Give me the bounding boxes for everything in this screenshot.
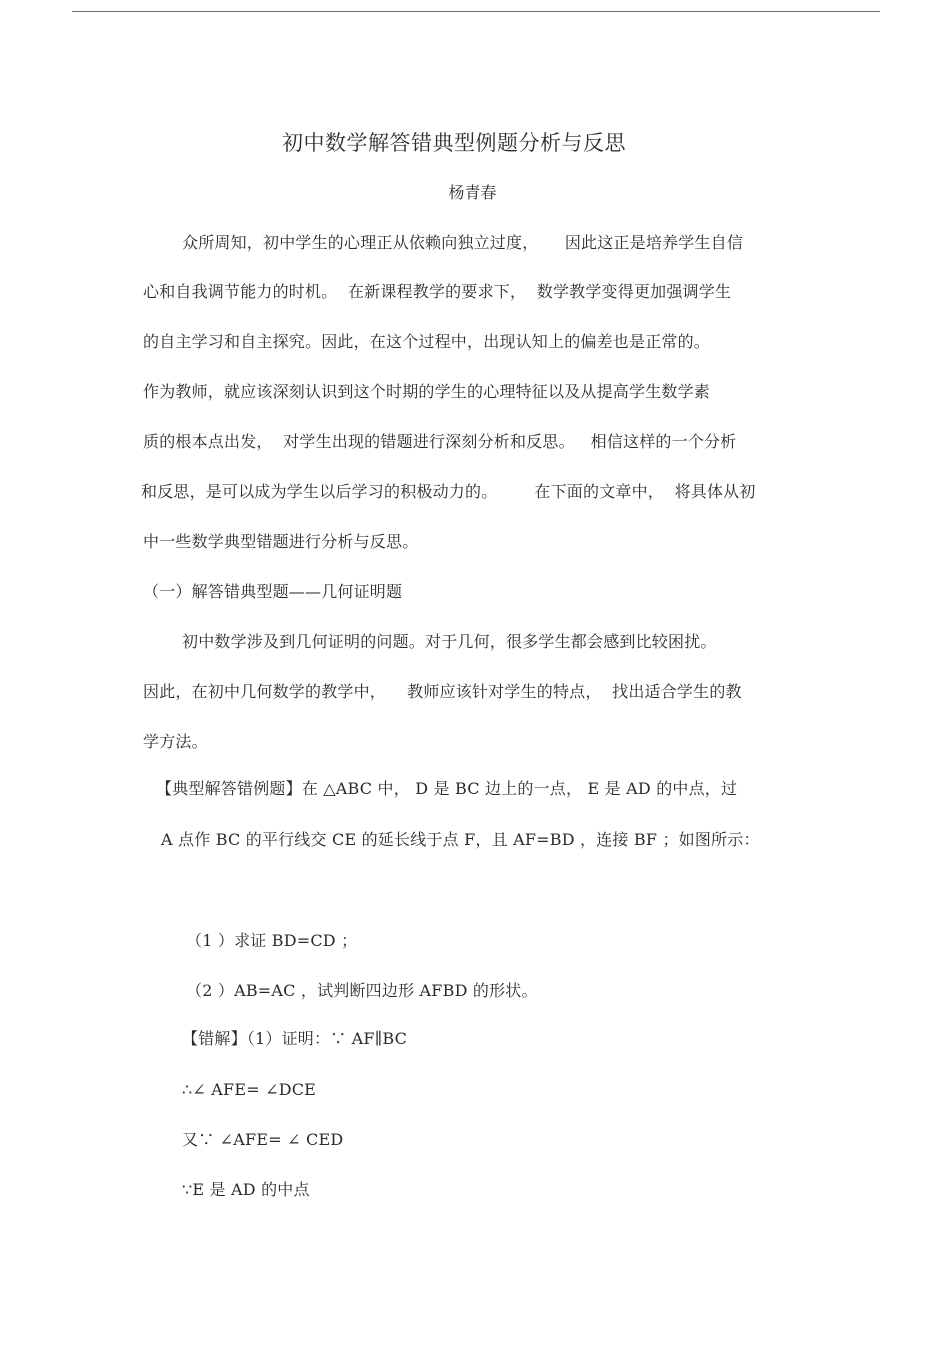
question-1: （1 ）求证 BD=CD ； [186,931,358,950]
intro-line-5: 质的根本点出发， 对学生出现的错题进行深刻分析和反思。 相信这样的一个分析 [143,432,737,451]
section-line-2: 因此，在初中几何数学的教学中， 教师应该针对学生的特点， 找出适合学生的教 [143,682,742,701]
intro-line-2: 心和自我调节能力的时机。 在新课程教学的要求下， 数学教学变得更加强调学生 [143,282,732,301]
wrong-solution-line-1: 【错解】（1）证明：∵ AF∥BC [182,1029,408,1048]
section-heading: （一）解答错典型题——几何证明题 [143,582,403,601]
section-line-1: 初中数学涉及到几何证明的问题。对于几何，很多学生都会感到比较困扰。 [182,632,717,651]
wrong-solution-line-4: ∵E 是 AD 的中点 [182,1180,310,1199]
section-line-3: 学方法。 [143,732,208,751]
author-name: 杨青春 [448,183,497,202]
intro-line-6: 和反思，是可以成为学生以后学习的积极动力的。 在下面的文章中， 将具体从初 [141,482,756,501]
example-line-1: 【典型解答错例题】在 △ABC 中， D 是 BC 边上的一点， E 是 AD 的中点，过 [156,779,738,798]
example-line-2: A 点作 BC 的平行线交 CE 的延长线于点 F，且 AF=BD ，连接 BF ；如图所示： [161,830,760,849]
header-rule [72,11,880,12]
intro-line-3: 的自主学习和自主探究。因此，在这个过程中，出现认知上的偏差也是正常的。 [143,332,711,351]
intro-line-7: 中一些数学典型错题进行分析与反思。 [143,532,419,551]
document-title: 初中数学解答错典型例题分析与反思 [282,131,626,155]
question-2: （2 ）AB=AC ，试判断四边形 AFBD 的形状。 [186,981,538,1000]
intro-line-1: 众所周知，初中学生的心理正从依赖向独立过度， 因此这正是培养学生自信 [182,233,744,252]
wrong-solution-line-3: 又∵ ∠AFE= ∠ CED [182,1130,344,1149]
wrong-solution-line-2: ∴∠ AFE= ∠DCE [182,1080,317,1099]
intro-line-4: 作为教师，就应该深刻认识到这个时期的学生的心理特征以及从提高学生数学素 [143,382,711,401]
